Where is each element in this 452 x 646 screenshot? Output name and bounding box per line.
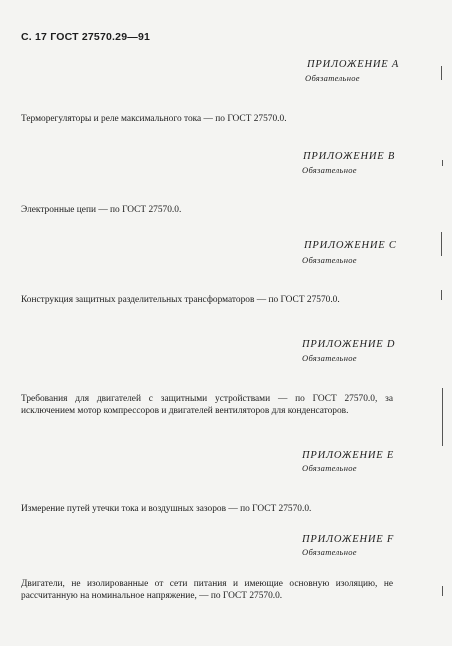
- appendix-b-title: ПРИЛОЖЕНИЕ В: [303, 151, 396, 162]
- appendix-d-text: Требования для двигателей с защитными устройствами — по ГОСТ 27570.0, за исключением мотор компрессоров и двигателей вентиляторов для конденсаторов.: [21, 394, 393, 416]
- scan-edge-mark: [441, 232, 442, 256]
- appendix-a-title: ПРИЛОЖЕНИЕ А: [307, 59, 400, 70]
- appendix-c-title: ПРИЛОЖЕНИЕ С: [304, 240, 397, 251]
- appendix-f-text: Двигатели, не изолированные от сети питания и имеющие основную изоляцию, не рассчитанную на номинальное напряжение, — по ГОСТ 27570.0.: [21, 579, 393, 601]
- appendix-c-status: Обязательное: [302, 255, 357, 265]
- appendix-e-status: Обязательное: [302, 463, 357, 473]
- appendix-e-text: Измерение путей утечки тока и воздушных зазоров — по ГОСТ 27570.0.: [21, 504, 312, 514]
- appendix-a-text: Терморегуляторы и реле максимального тока — по ГОСТ 27570.0.: [21, 114, 287, 124]
- appendix-c-text: Конструкция защитных разделительных трансформаторов — по ГОСТ 27570.0.: [21, 295, 340, 305]
- appendix-d-status: Обязательное: [302, 353, 357, 363]
- appendix-a-status: Обязательное: [305, 73, 360, 83]
- appendix-b-text: Электронные цепи — по ГОСТ 27570.0.: [21, 205, 182, 215]
- scan-edge-mark: [442, 586, 443, 596]
- appendix-b-status: Обязательное: [302, 165, 357, 175]
- scan-edge-mark: [442, 160, 443, 166]
- appendix-f-title: ПРИЛОЖЕНИЕ F: [302, 534, 395, 545]
- appendix-d-title: ПРИЛОЖЕНИЕ D: [302, 339, 396, 350]
- appendix-e-title: ПРИЛОЖЕНИЕ Е: [302, 450, 395, 461]
- scan-edge-mark: [441, 290, 442, 300]
- appendix-f-status: Обязательное: [302, 547, 357, 557]
- scan-edge-mark: [442, 388, 443, 446]
- scan-edge-mark: [441, 66, 442, 80]
- page-header: С. 17 ГОСТ 27570.29—91: [21, 31, 151, 43]
